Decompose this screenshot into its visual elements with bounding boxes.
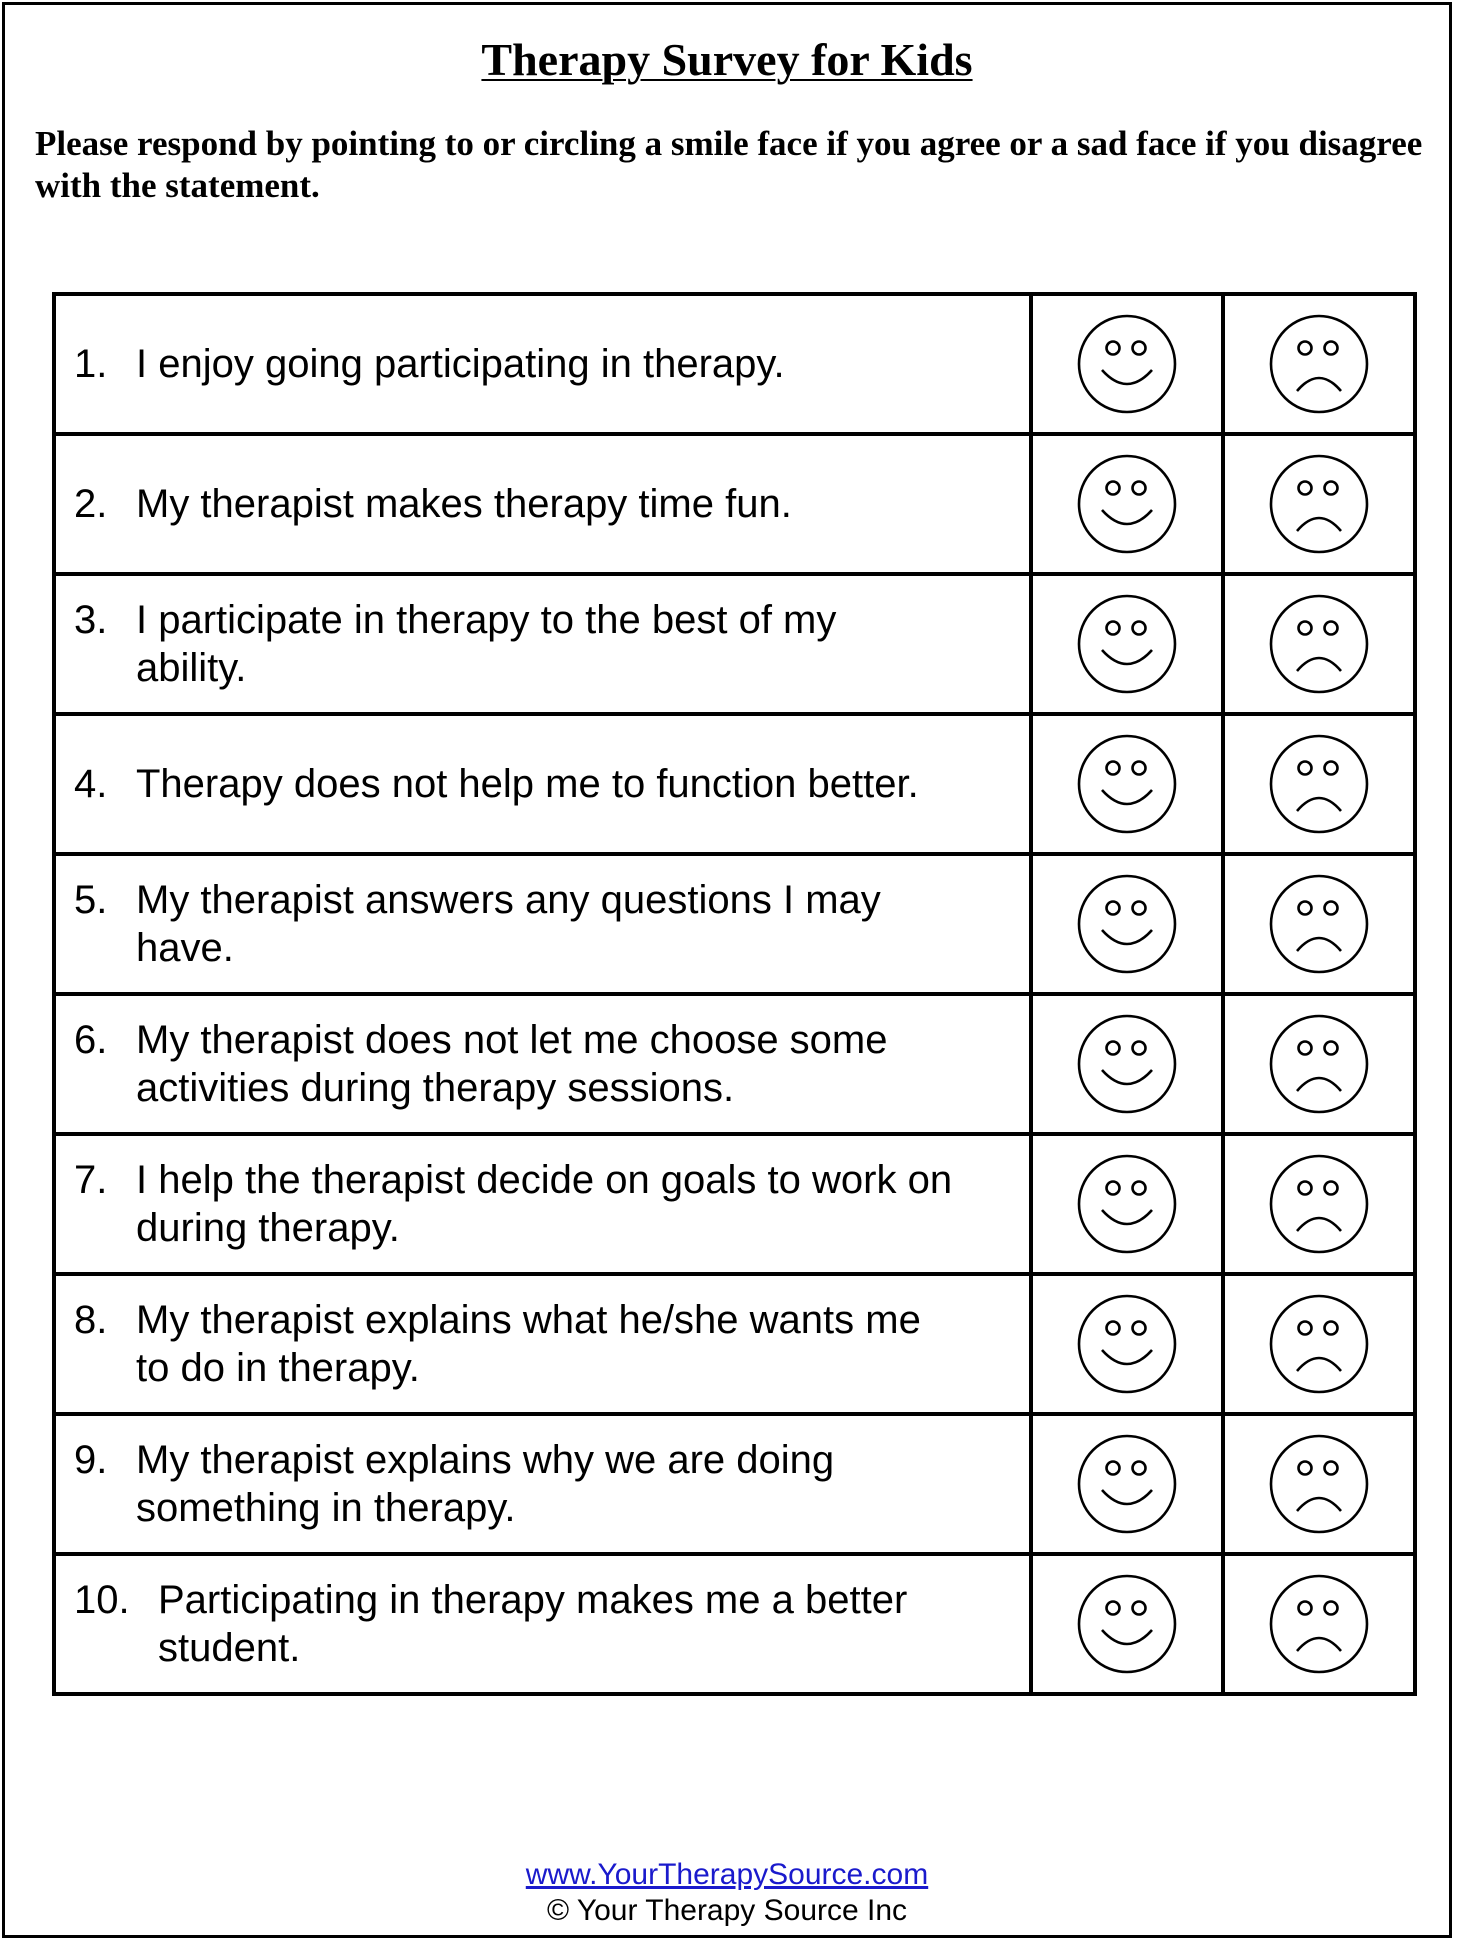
smile-face-cell[interactable] — [1031, 1554, 1223, 1694]
survey-row — [54, 294, 1415, 434]
smile-face-cell[interactable] — [1031, 1274, 1223, 1414]
sad-face-cell[interactable] — [1223, 294, 1415, 434]
sad-face-cell[interactable] — [1223, 574, 1415, 714]
copyright-text: © Your Therapy Source Inc — [546, 1894, 908, 1927]
sad-face-cell[interactable] — [1223, 434, 1415, 574]
sad-face-icon[interactable] — [1267, 452, 1371, 556]
smile-face-icon[interactable] — [1075, 1432, 1179, 1536]
question-number: 6. — [74, 1018, 108, 1062]
question-cell — [54, 1274, 1031, 1414]
survey-row — [54, 1274, 1415, 1414]
smile-face-icon[interactable] — [1075, 1572, 1179, 1676]
question-text: Therapy does not help me to function better. — [136, 762, 919, 806]
survey-row — [54, 1134, 1415, 1274]
sad-face-cell[interactable] — [1223, 714, 1415, 854]
question-text: My therapist does not let me choose some activities during therapy sessions. — [136, 1018, 888, 1110]
smile-face-cell[interactable] — [1031, 1134, 1223, 1274]
sad-face-cell[interactable] — [1223, 994, 1415, 1134]
smile-face-icon[interactable] — [1075, 312, 1179, 416]
sad-face-icon[interactable] — [1267, 732, 1371, 836]
survey-row — [54, 574, 1415, 714]
sad-face-cell[interactable] — [1223, 854, 1415, 994]
survey-page — [2, 2, 1452, 1938]
question-text: My therapist explains what he/she wants me to do in therapy. — [136, 1298, 921, 1390]
survey-row — [54, 1554, 1415, 1694]
smile-face-cell[interactable] — [1031, 434, 1223, 574]
question-cell — [54, 854, 1031, 994]
sad-face-icon[interactable] — [1267, 1432, 1371, 1536]
survey-table — [52, 292, 1417, 1696]
question-cell — [54, 1554, 1031, 1694]
question-cell — [54, 1134, 1031, 1274]
question-cell — [54, 1414, 1031, 1554]
question-number: 4. — [74, 762, 108, 806]
question-cell — [54, 574, 1031, 714]
sad-face-cell[interactable] — [1223, 1554, 1415, 1694]
sad-face-cell[interactable] — [1223, 1134, 1415, 1274]
sad-face-cell[interactable] — [1223, 1274, 1415, 1414]
smile-face-cell[interactable] — [1031, 994, 1223, 1134]
question-cell — [54, 714, 1031, 854]
question-number: 3. — [74, 598, 108, 642]
sad-face-icon[interactable] — [1267, 1152, 1371, 1256]
question-text: I help the therapist decide on goals to work on during therapy. — [136, 1158, 953, 1250]
question-text: My therapist answers any questions I may have. — [136, 878, 881, 970]
question-text: My therapist makes therapy time fun. — [136, 482, 792, 526]
smile-face-icon[interactable] — [1075, 592, 1179, 696]
survey-row — [54, 854, 1415, 994]
survey-row — [54, 714, 1415, 854]
question-cell — [54, 434, 1031, 574]
sad-face-icon[interactable] — [1267, 1012, 1371, 1116]
sad-face-icon[interactable] — [1267, 1572, 1371, 1676]
question-number: 2. — [74, 482, 108, 526]
question-number: 10. — [74, 1578, 130, 1622]
question-text: Participating in therapy makes me a better student. — [158, 1578, 908, 1670]
question-number: 1. — [74, 342, 108, 386]
question-number: 8. — [74, 1298, 108, 1342]
website-link[interactable]: www.YourTherapySource.com — [525, 1858, 929, 1891]
smile-face-icon[interactable] — [1075, 1012, 1179, 1116]
question-cell — [54, 294, 1031, 434]
sad-face-icon[interactable] — [1267, 872, 1371, 976]
question-cell — [54, 994, 1031, 1134]
sad-face-icon[interactable] — [1267, 592, 1371, 696]
question-number: 5. — [74, 878, 108, 922]
smile-face-icon[interactable] — [1075, 1292, 1179, 1396]
question-number: 9. — [74, 1438, 108, 1482]
question-number: 7. — [74, 1158, 108, 1202]
page-title: Therapy Survey for Kids — [481, 34, 973, 85]
sad-face-cell[interactable] — [1223, 1414, 1415, 1554]
smile-face-icon[interactable] — [1075, 872, 1179, 976]
smile-face-icon[interactable] — [1075, 732, 1179, 836]
instructions-text: Please respond by pointing to or circling a smile face if you agree or a sad face if you disagree with the statement. — [35, 124, 1423, 205]
question-text: I enjoy going participating in therapy. — [136, 342, 785, 386]
smile-face-cell[interactable] — [1031, 714, 1223, 854]
smile-face-icon[interactable] — [1075, 452, 1179, 556]
smile-face-cell[interactable] — [1031, 854, 1223, 994]
footer — [5, 1857, 1449, 1929]
survey-row — [54, 1414, 1415, 1554]
sad-face-icon[interactable] — [1267, 312, 1371, 416]
sad-face-icon[interactable] — [1267, 1292, 1371, 1396]
survey-row — [54, 434, 1415, 574]
smile-face-icon[interactable] — [1075, 1152, 1179, 1256]
question-text: I participate in therapy to the best of my ability. — [136, 598, 837, 690]
question-text: My therapist explains why we are doing something in therapy. — [136, 1438, 835, 1530]
survey-row — [54, 994, 1415, 1134]
smile-face-cell[interactable] — [1031, 1414, 1223, 1554]
smile-face-cell[interactable] — [1031, 294, 1223, 434]
smile-face-cell[interactable] — [1031, 574, 1223, 714]
